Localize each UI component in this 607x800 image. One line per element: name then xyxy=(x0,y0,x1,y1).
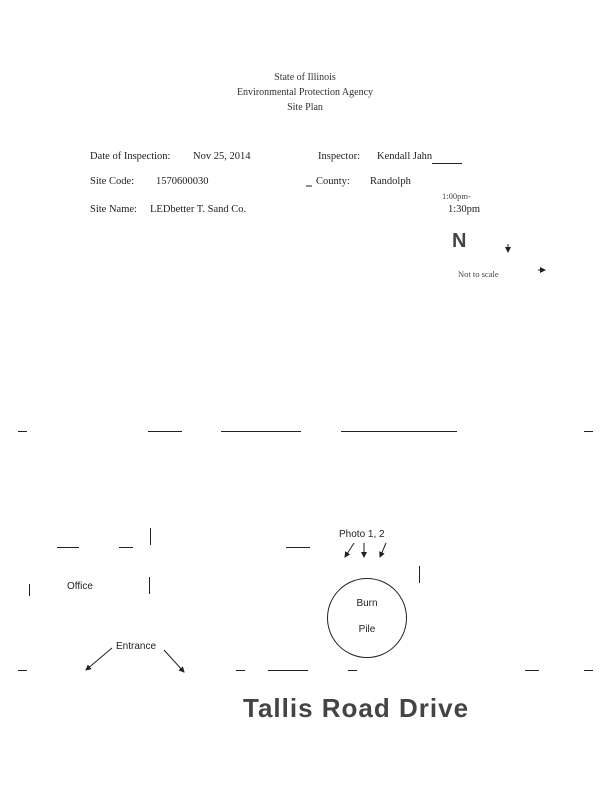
site-code-value: 1570600030 xyxy=(156,176,209,187)
photo-arrow-icon xyxy=(380,543,386,557)
time-value: 1:00pm- xyxy=(442,191,471,201)
time-end: 1:30pm xyxy=(448,204,481,215)
inspector-label: Inspector: xyxy=(318,151,360,162)
burn-pile-label-top: Burn xyxy=(356,598,378,609)
site-name-value: LEDbetter T. Sand Co. xyxy=(150,204,247,215)
header-agency: Environmental Protection Agency xyxy=(236,87,374,98)
site-code-label: Site Code: xyxy=(90,176,135,187)
date-label: Date of Inspection: xyxy=(90,151,171,162)
header-title: Site Plan xyxy=(287,102,323,113)
date-value: Nov 25, 2014 xyxy=(193,151,251,162)
site-name-label: Site Name: xyxy=(90,204,137,215)
office-label: Office xyxy=(67,581,93,592)
photo-arrow-icon xyxy=(345,543,354,557)
county-label: County: xyxy=(316,176,350,187)
road-label: Tallis Road Drive xyxy=(243,693,470,723)
north-arrow-icon: N xyxy=(452,230,468,252)
header-state: State of Illinois xyxy=(274,72,336,83)
photo-label: Photo 1, 2 xyxy=(339,529,385,540)
burn-pile-label-bottom: Pile xyxy=(358,624,376,635)
county-value: Randolph xyxy=(370,176,411,187)
entrance-label: Entrance xyxy=(116,641,157,652)
scale-note: Not to scale xyxy=(458,269,499,279)
entrance-arrow-right-icon xyxy=(164,650,184,672)
inspector-value: Kendall Jahn xyxy=(377,151,433,162)
entrance-arrow-left-icon xyxy=(86,648,112,670)
